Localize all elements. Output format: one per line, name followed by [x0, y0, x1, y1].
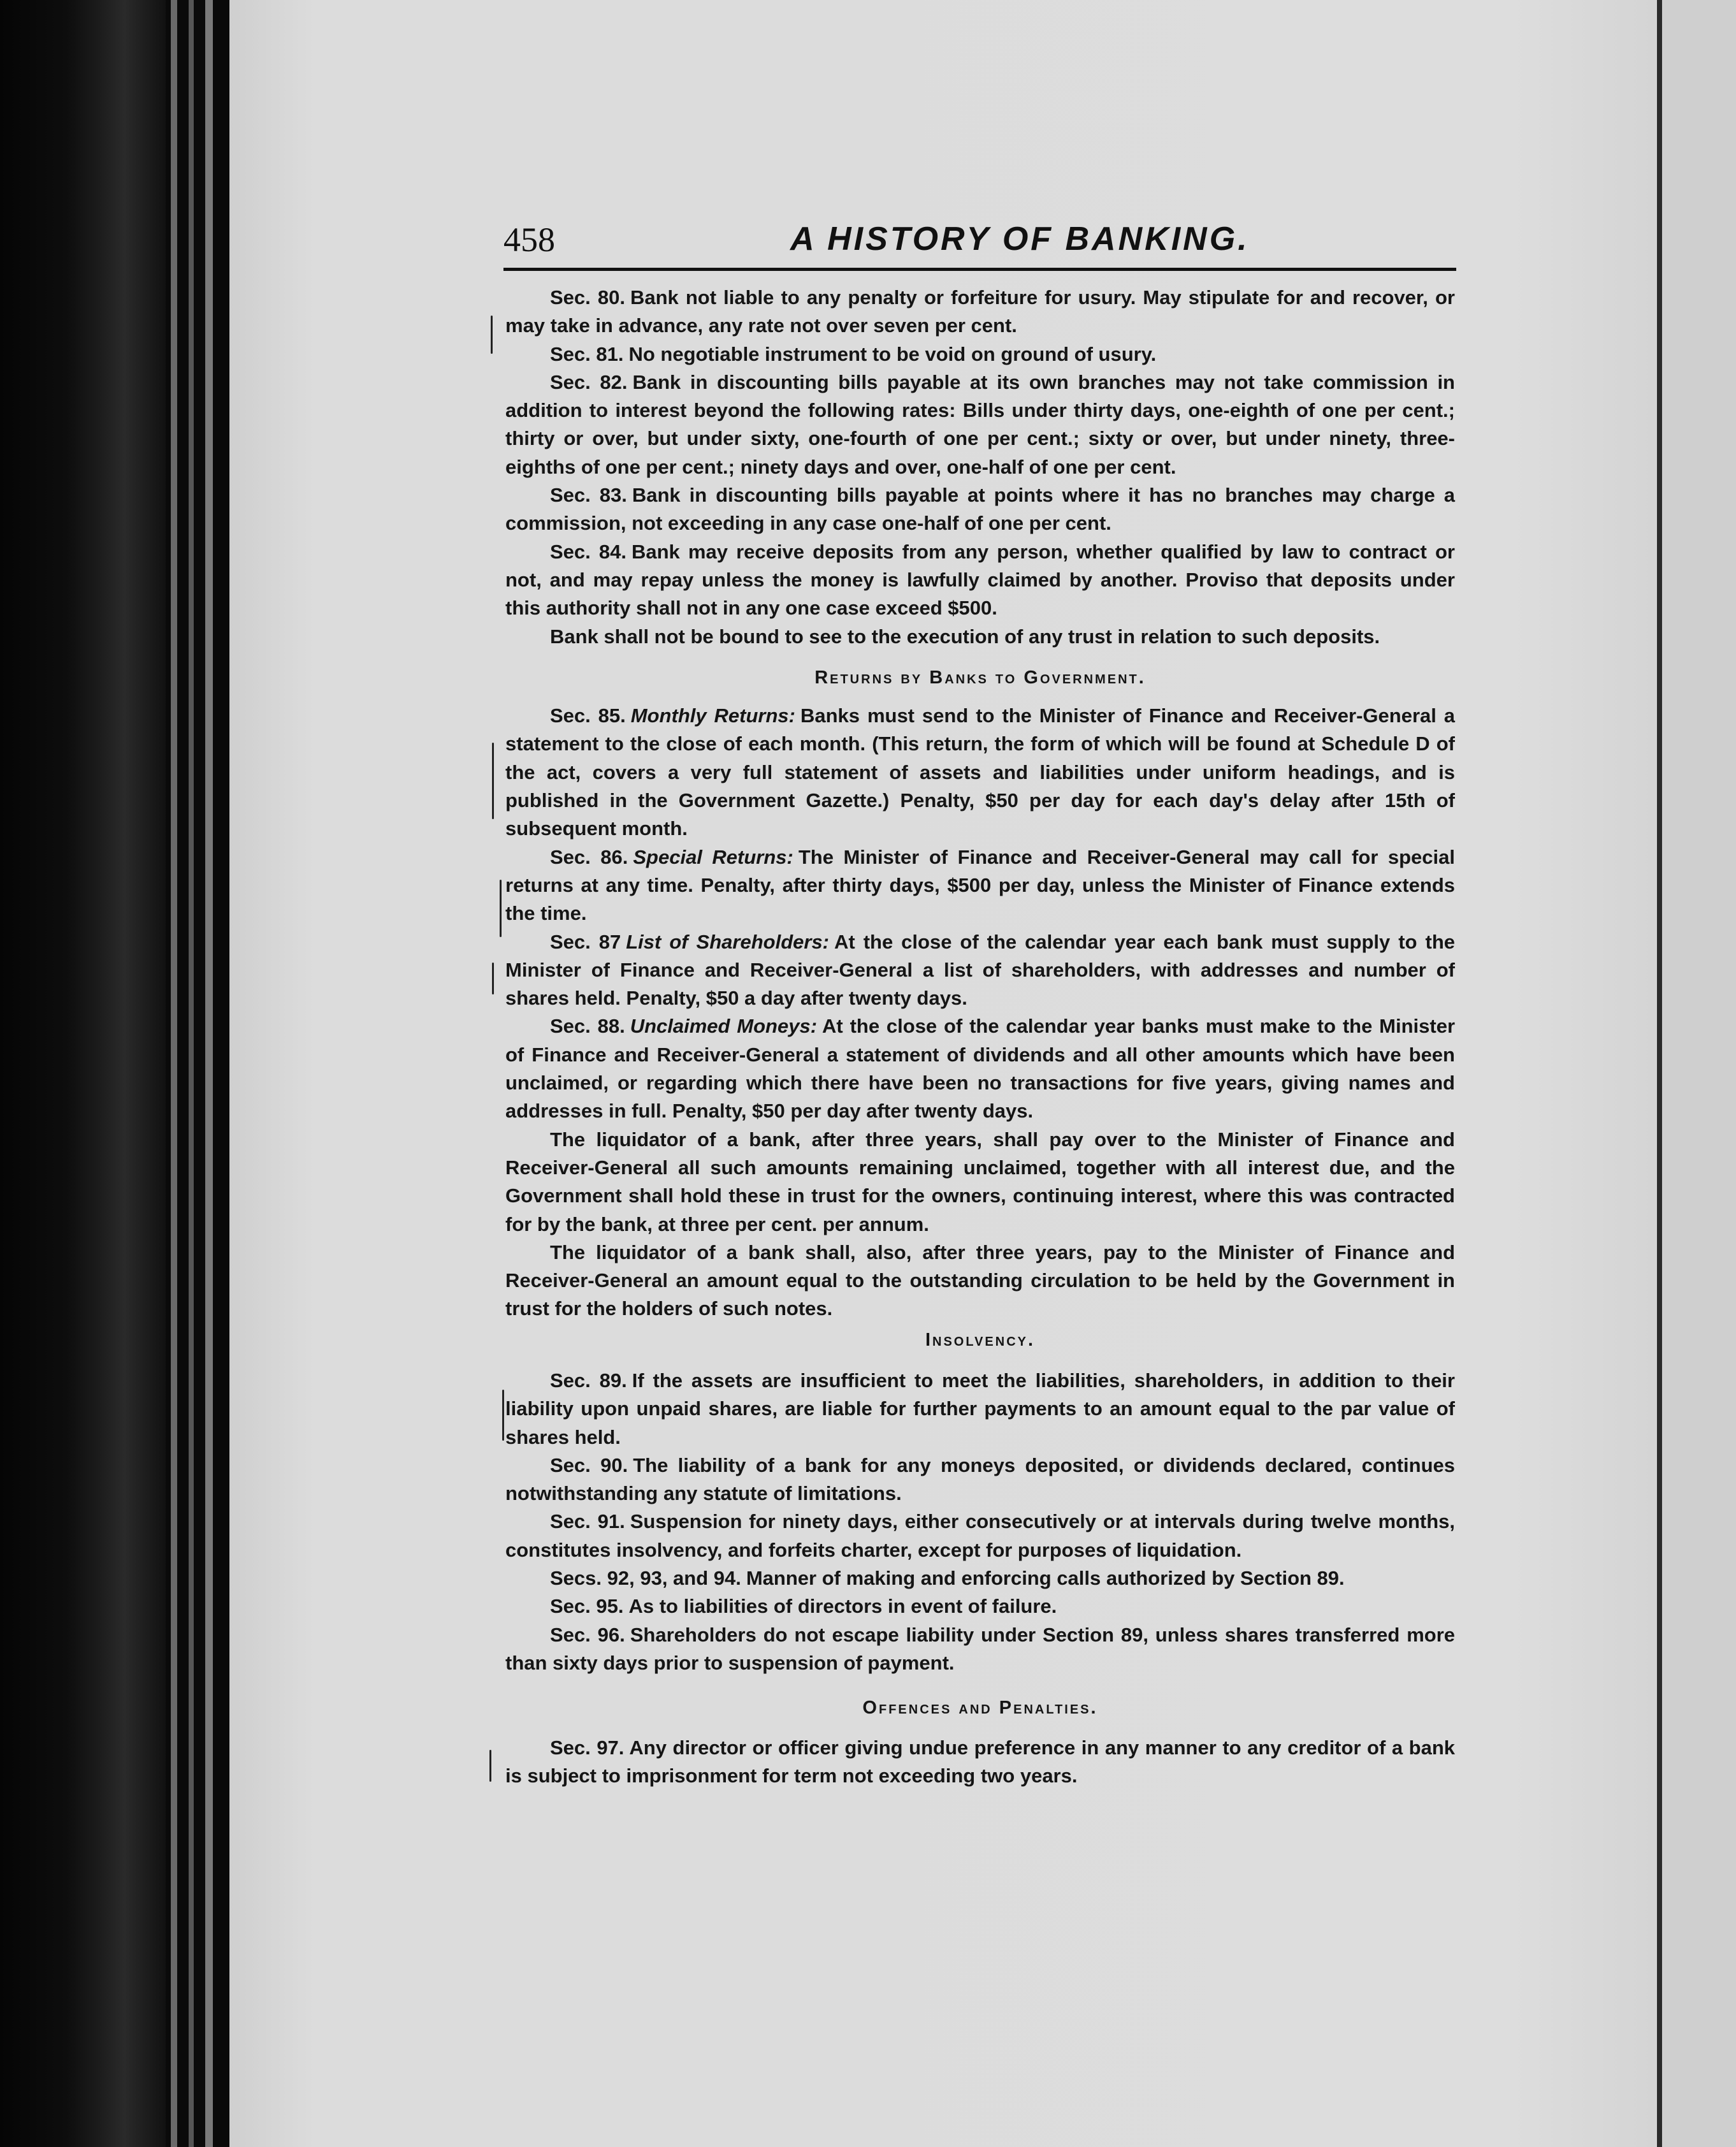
section-number: Sec. 80.: [550, 286, 625, 309]
margin-pencil-mark: [500, 880, 502, 937]
page-gutter: [1657, 0, 1662, 2147]
section-text: Banks must send to the Minister of Finance and Receiver-General a statement to the close of each month. (This return, the form of which will be found at Schedule D of the act, covers a very full statement of assets and liabilities under uniform headings, and is published in the Government Gazette.) Penalty, $50 per day for each day's delay after 15th of subsequent month.: [505, 704, 1456, 840]
section-text: As to liabilities of directors in event of failure.: [628, 1595, 1057, 1618]
section-text: Bank in discounting bills payable at points where it has no branches may charge a commission, not exceeding in any case one-half of one per cent.: [505, 484, 1455, 535]
section-number: Sec. 95.: [550, 1595, 624, 1618]
section-text: Bank may receive deposits from any person, whether qualified by law to contract or not, and may repay unless the money is lawfully claimed by another. Proviso that deposits under this authority shall not in any one case exceed $500.: [505, 540, 1455, 620]
running-head: A HISTORY OF BANKING.: [790, 221, 1250, 258]
section-paragraph: [505, 1126, 1455, 1239]
section-text: Suspension for ninety days, either consecutively or at intervals during twelve months, constitutes insolvency, and forfeits charter, except for purposes of liquidation.: [505, 1510, 1456, 1561]
margin-pencil-mark: [491, 316, 493, 354]
section-number: Sec. 96.: [550, 1623, 625, 1646]
section-paragraph: [505, 1239, 1455, 1323]
section-paragraph: [505, 284, 1455, 340]
section-paragraph: [505, 1367, 1455, 1452]
section-paragraph: [505, 1508, 1455, 1564]
section-number: Sec. 87: [550, 930, 621, 953]
section-number: Sec. 91.: [550, 1510, 625, 1533]
section-text: Bank in discounting bills payable at its own branches may not take commission in addition to interest beyond the following rates: Bills under thirty days, one-eighth of one per cent.; thirty or over, but under sixty, one-fourth of one per cent.; sixty or over, but under ninety, three-eighths of one per cent.; ninety days and over, one-half of one per cent.: [505, 370, 1455, 478]
facing-page-edge: [1662, 0, 1736, 2147]
page-edge-line: [205, 0, 213, 2147]
margin-pencil-mark: [502, 1390, 504, 1441]
section-paragraph: [505, 928, 1455, 1013]
section-number: Sec. 82.: [550, 370, 628, 393]
page-number: 458: [503, 221, 555, 259]
section-paragraph: [505, 623, 1455, 651]
section-text: Any director or officer giving undue preference in any manner to any creditor of a bank is subject to imprisonment for term not exceeding two years.: [505, 1736, 1455, 1787]
section-title: Special Returns:: [633, 845, 793, 868]
section-text: No negotiable instrument to be void on ground of usury.: [628, 342, 1157, 365]
scan-dark-edge: [0, 0, 166, 2147]
section-text: Bank not liable to any penalty or forfeiture for usury. May stipulate for and recover, or may take in advance, any rate not over seven per cent.: [505, 286, 1455, 337]
section-heading-insolvency: Insolvency.: [925, 1329, 1036, 1350]
section-paragraph: [505, 368, 1455, 481]
section-title: Monthly Returns:: [630, 704, 795, 727]
section-paragraph: [505, 538, 1455, 623]
section-paragraph: [505, 1592, 1455, 1620]
section-number: Sec. 83.: [550, 484, 627, 507]
page-header: [503, 220, 1459, 265]
page-edge-line: [189, 0, 194, 2147]
section-number: Sec. 85.: [550, 704, 626, 727]
section-text: The liability of a bank for any moneys deposited, or dividends declared, continues notwithstanding any statute of limitations.: [505, 1453, 1455, 1505]
section-number: Secs. 92, 93, and 94.: [550, 1567, 741, 1590]
section-paragraph: [505, 1452, 1455, 1508]
section-paragraph: [505, 1564, 1455, 1592]
section-paragraph: [505, 702, 1455, 843]
section-number: Sec. 97.: [550, 1736, 625, 1759]
section-paragraph: [505, 481, 1455, 538]
header-rule: [503, 268, 1456, 271]
section-heading-offences: Offences and Penalties.: [862, 1698, 1098, 1719]
section-text: Manner of making and enforcing calls authorized by Section 89.: [746, 1567, 1345, 1590]
section-paragraph: [505, 340, 1455, 368]
section-text: The liquidator of a bank, after three years, shall pay over to the Minister of Finance and Receiver-General all such amounts remaining unclaimed, together with all interest due, and the Government shall hold these in trust for the owners, continuing interest, where this was contracted for by the bank, at three per cent. per annum.: [505, 1128, 1455, 1235]
section-number: Sec. 89.: [550, 1369, 627, 1392]
section-number: Sec. 84.: [550, 540, 626, 563]
section-text: Bank shall not be bound to see to the execution of any trust in relation to such deposits.: [550, 625, 1380, 648]
section-text: Shareholders do not escape liability under Section 89, unless shares transferred more than sixty days prior to suspension of payment.: [505, 1623, 1455, 1674]
section-text: At the close of the calendar year each bank must supply to the Minister of Finance and Receiver-General a list of shareholders, with addresses and number of shares held. Penalty, $50 a day after twenty days.: [505, 930, 1455, 1010]
section-text: The liquidator of a bank shall, also, after three years, pay to the Minister of Finance and Receiver-General an amount equal to the outstanding circulation to be held by the Government in trust for the holders of such notes.: [505, 1241, 1455, 1320]
section-number: Sec. 86.: [550, 845, 628, 868]
section-number: Sec. 90.: [550, 1453, 628, 1476]
margin-pencil-mark: [489, 1750, 491, 1782]
margin-pencil-mark: [492, 743, 494, 819]
section-paragraph: [505, 1012, 1455, 1125]
section-heading-returns: Returns by Banks to Government.: [814, 667, 1146, 688]
section-number: Sec. 88.: [550, 1015, 625, 1038]
section-text: The Minister of Finance and Receiver-General may call for special returns at any time. Penalty, after thirty days, $500 per day, unless the Minister of Finance extends the time.: [505, 845, 1455, 925]
section-text: If the assets are insufficient to meet the liabilities, shareholders, in addition to their liability upon unpaid shares, are liable for further payments to an amount equal to the par value of shares held.: [505, 1369, 1455, 1448]
section-paragraph: [505, 843, 1455, 928]
section-paragraph: [505, 1734, 1455, 1791]
section-title: Unclaimed Moneys:: [630, 1015, 818, 1038]
section-number: Sec. 81.: [550, 342, 624, 365]
page-edge-line: [171, 0, 177, 2147]
margin-pencil-mark: [492, 963, 494, 994]
section-paragraph: [505, 1621, 1455, 1678]
page-body: [505, 284, 1455, 1790]
section-text: At the close of the calendar year banks must make to the Minister of Finance and Receiver-General a statement of dividends and all other amounts which have been unclaimed, or regarding which there have been no transactions for five years, giving names and addresses in full. Penalty, $50 per day after twenty days.: [505, 1015, 1456, 1123]
section-title: List of Shareholders:: [626, 930, 830, 953]
